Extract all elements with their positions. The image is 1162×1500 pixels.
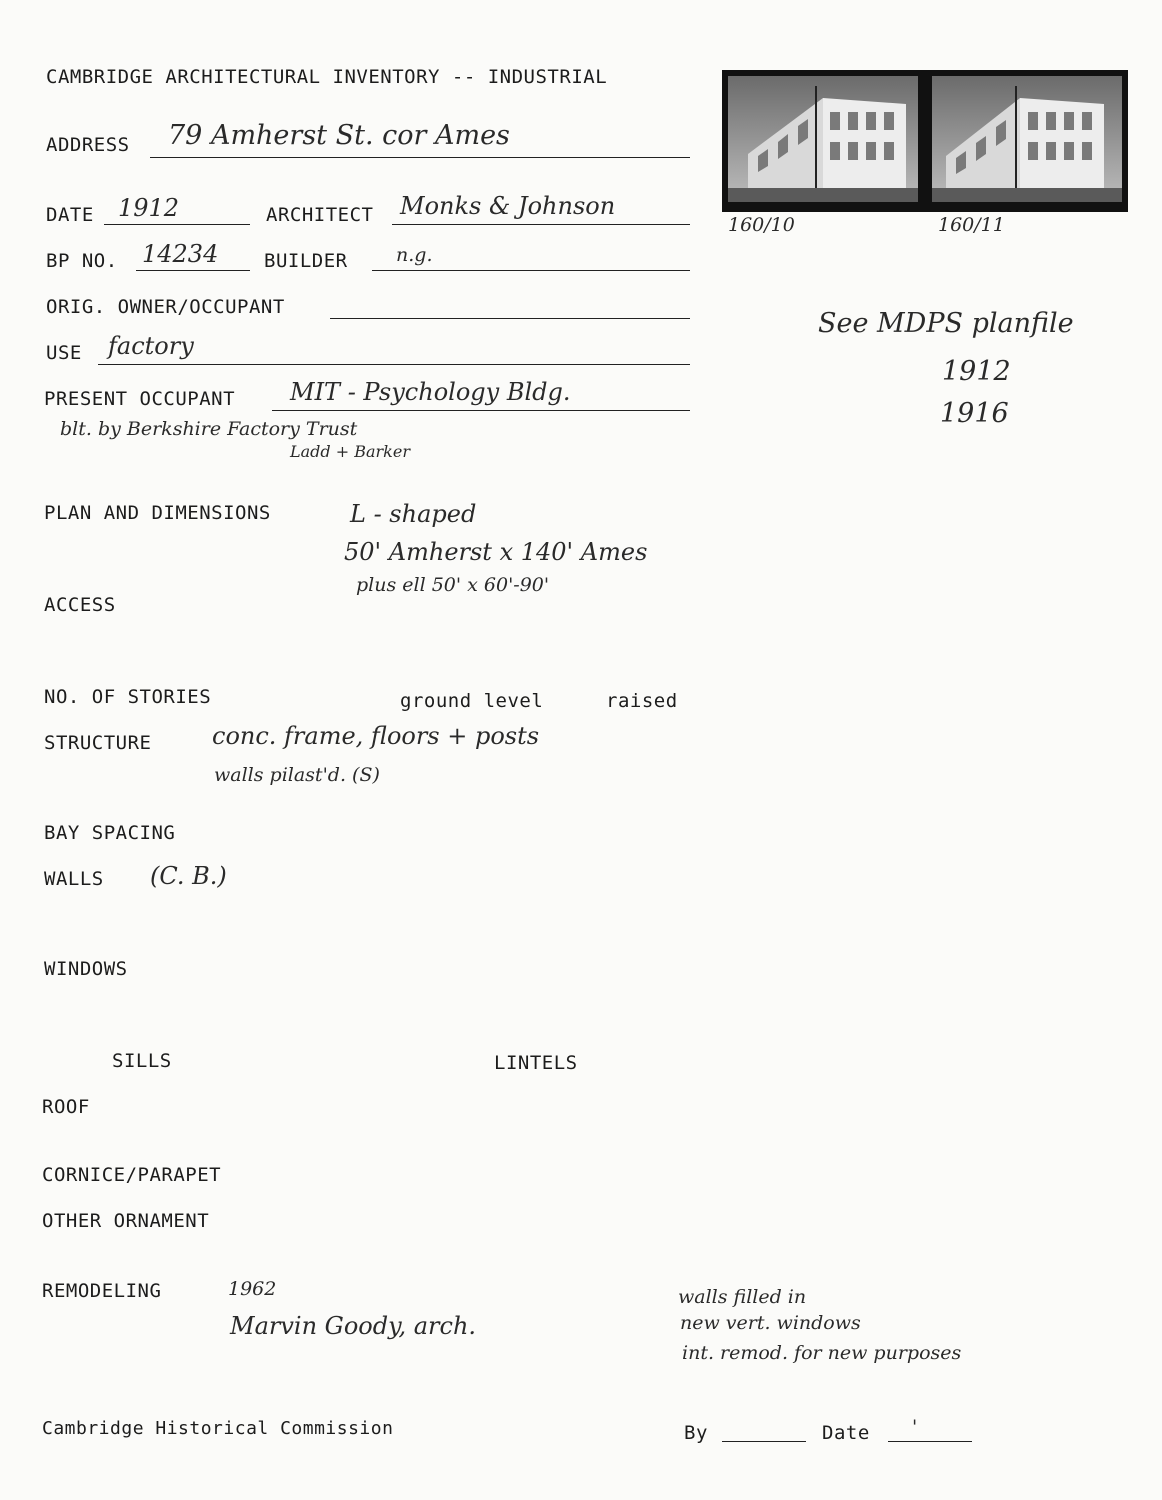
raised-label: raised <box>606 690 678 712</box>
built-by-note: blt. by Berkshire Factory Trust <box>60 418 358 440</box>
architect-label: ARCHITECT <box>266 204 374 226</box>
footer-date-mark: ' <box>912 1416 918 1438</box>
remodel-note-3: int. remod. for new purposes <box>682 1342 962 1364</box>
footer-date-label: Date <box>822 1422 870 1444</box>
remodel-note-1: walls filled in <box>678 1286 807 1308</box>
stories-label: NO. OF STORIES <box>44 686 212 708</box>
ground-level-label: ground level <box>400 690 544 712</box>
architect-value: Monks & Johnson <box>400 192 616 220</box>
structure-value-1: conc. frame, floors + posts <box>212 722 540 750</box>
builder-label: BUILDER <box>264 250 348 272</box>
present-occupant-value: MIT - Psychology Bldg. <box>290 378 571 406</box>
orig-owner-label: ORIG. OWNER/OCCUPANT <box>46 296 285 318</box>
contact-photo-strip <box>722 70 1128 212</box>
built-by-note-2: Ladd + Barker <box>290 442 410 461</box>
access-label: ACCESS <box>44 594 116 616</box>
by-label: By <box>684 1422 708 1444</box>
sills-label: SILLS <box>112 1050 172 1072</box>
plan-label: PLAN AND DIMENSIONS <box>44 502 271 524</box>
lintels-label: LINTELS <box>494 1052 578 1074</box>
use-line <box>98 364 690 365</box>
plan-value-2: 50' Amherst x 140' Ames <box>344 538 648 566</box>
use-label: USE <box>46 342 82 364</box>
plan-value-1: L - shaped <box>350 500 477 528</box>
other-ornament-label: OTHER ORNAMENT <box>42 1210 210 1232</box>
structure-label: STRUCTURE <box>44 732 152 754</box>
bp-no-label: BP NO. <box>46 250 118 272</box>
present-occupant-label: PRESENT OCCUPANT <box>44 388 236 410</box>
plan-value-3: plus ell 50' x 60'-90' <box>356 574 550 596</box>
footer-commission: Cambridge Historical Commission <box>42 1418 394 1439</box>
side-note-year-2: 1916 <box>940 398 1009 429</box>
bp-no-line <box>136 270 250 271</box>
builder-line <box>372 270 690 271</box>
address-line <box>150 157 690 158</box>
date-label: DATE <box>46 204 94 226</box>
building-photo-2 <box>932 76 1122 202</box>
walls-label: WALLS <box>44 868 104 890</box>
roof-label: ROOF <box>42 1096 90 1118</box>
date-value: 1912 <box>118 194 180 222</box>
windows-label: WINDOWS <box>44 958 128 980</box>
address-label: ADDRESS <box>46 134 130 156</box>
remodel-architect: Marvin Goody, arch. <box>230 1312 477 1340</box>
photo-caption-1: 160/10 <box>728 214 795 236</box>
present-occupant-line <box>272 410 690 411</box>
bay-spacing-label: BAY SPACING <box>44 822 176 844</box>
remodel-note-2: new vert. windows <box>680 1312 861 1334</box>
structure-value-2: walls pilast'd. (S) <box>214 764 380 786</box>
bp-no-value: 14234 <box>142 240 219 268</box>
remodeling-label: REMODELING <box>42 1280 162 1302</box>
address-value: 79 Amherst St. cor Ames <box>168 120 510 151</box>
date-line <box>104 224 250 225</box>
building-photo-1 <box>728 76 918 202</box>
side-note-year-1: 1912 <box>942 356 1011 387</box>
remodel-year: 1962 <box>228 1278 277 1300</box>
use-value: factory <box>108 332 194 360</box>
form-title: CAMBRIDGE ARCHITECTURAL INVENTORY -- INDUSTRIAL <box>46 66 608 88</box>
photo-caption-2: 160/11 <box>938 214 1005 236</box>
architect-line <box>392 224 690 225</box>
footer-date-line <box>888 1441 972 1442</box>
walls-value: (C. B.) <box>150 862 227 890</box>
by-line <box>722 1441 806 1442</box>
orig-owner-line <box>330 318 690 319</box>
cornice-label: CORNICE/PARAPET <box>42 1164 222 1186</box>
side-note-planfile: See MDPS planfile <box>818 308 1074 339</box>
builder-value: n.g. <box>396 244 433 266</box>
